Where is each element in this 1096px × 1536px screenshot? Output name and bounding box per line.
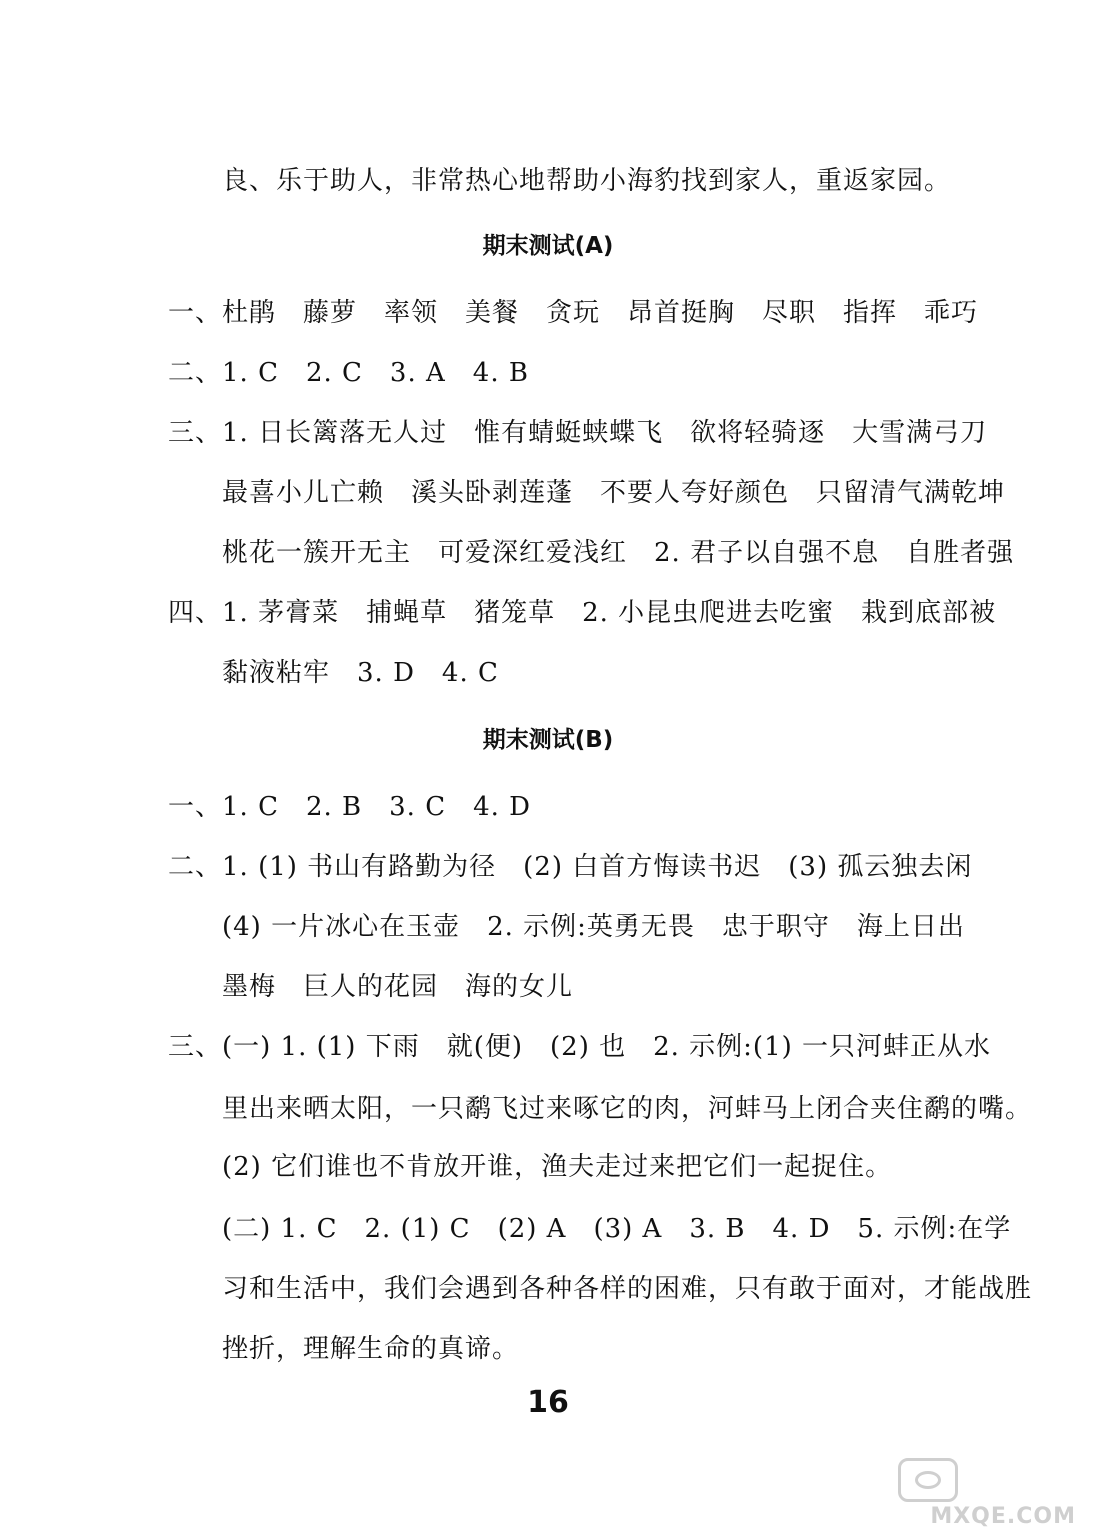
text-line: (4) 一片冰心在玉壶 2. 示例:英勇无畏 忠于职守 海上日出 bbox=[222, 912, 965, 942]
text-line: 三、1. 日长篱落无人过 惟有蜻蜓蛱蝶飞 欲将轻骑逐 大雪满弓刀 bbox=[168, 418, 988, 448]
text-line: 墨梅 巨人的花园 海的女儿 bbox=[222, 972, 574, 1002]
section-heading-final-test-b: 期末测试(B) bbox=[482, 727, 614, 753]
watermark-text: MXQE.COM bbox=[930, 1504, 1076, 1529]
text-line: 一、杜鹃 藤萝 率领 美餐 贪玩 昂首挺胸 尽职 指挥 乖巧 bbox=[168, 298, 979, 328]
text-line: 四、1. 茅膏菜 捕蝇草 猪笼草 2. 小昆虫爬进去吃蜜 栽到底部被 bbox=[168, 598, 997, 628]
text-line: 二、1. (1) 书山有路勤为径 (2) 白首方悔读书迟 (3) 孤云独去闲 bbox=[168, 852, 973, 882]
text-line: 三、(一) 1. (1) 下雨 就(便) (2) 也 2. 示例:(1) 一只河蚌正从水 bbox=[168, 1032, 992, 1062]
text-line: 良、乐于助人，非常热心地帮助小海豹找到家人，重返家园。 bbox=[222, 166, 952, 196]
text-line: 桃花一簇开无主 可爱深红爱浅红 2. 君子以自强不息 自胜者强 bbox=[222, 538, 1015, 568]
text-line: (2) 它们谁也不肯放开谁，渔夫走过来把它们一起捉住。 bbox=[222, 1152, 893, 1182]
text-line: 二、1. C 2. C 3. A 4. B bbox=[168, 358, 529, 388]
text-line: 一、1. C 2. B 3. C 4. D bbox=[168, 792, 532, 822]
watermark-icon bbox=[898, 1458, 958, 1502]
text-line: 黏液粘牢 3. D 4. C bbox=[222, 658, 499, 688]
text-line: (二) 1. C 2. (1) C (2) A (3) A 3. B 4. D 5. 示例:在学 bbox=[222, 1214, 1012, 1244]
page-number: 16 bbox=[527, 1385, 569, 1420]
text-line: 习和生活中，我们会遇到各种各样的困难，只有敢于面对，才能战胜 bbox=[222, 1274, 1033, 1304]
text-line: 挫折，理解生命的真谛。 bbox=[222, 1334, 520, 1364]
text-line: 最喜小儿亡赖 溪头卧剥莲蓬 不要人夸好颜色 只留清气满乾坤 bbox=[222, 478, 1006, 508]
watermark-logo bbox=[898, 1458, 1078, 1528]
text-line: 里出来晒太阳，一只鹬飞过来啄它的肉，河蚌马上闭合夹住鹬的嘴。 bbox=[222, 1094, 1033, 1124]
section-heading-final-test-a: 期末测试(A) bbox=[482, 233, 614, 259]
